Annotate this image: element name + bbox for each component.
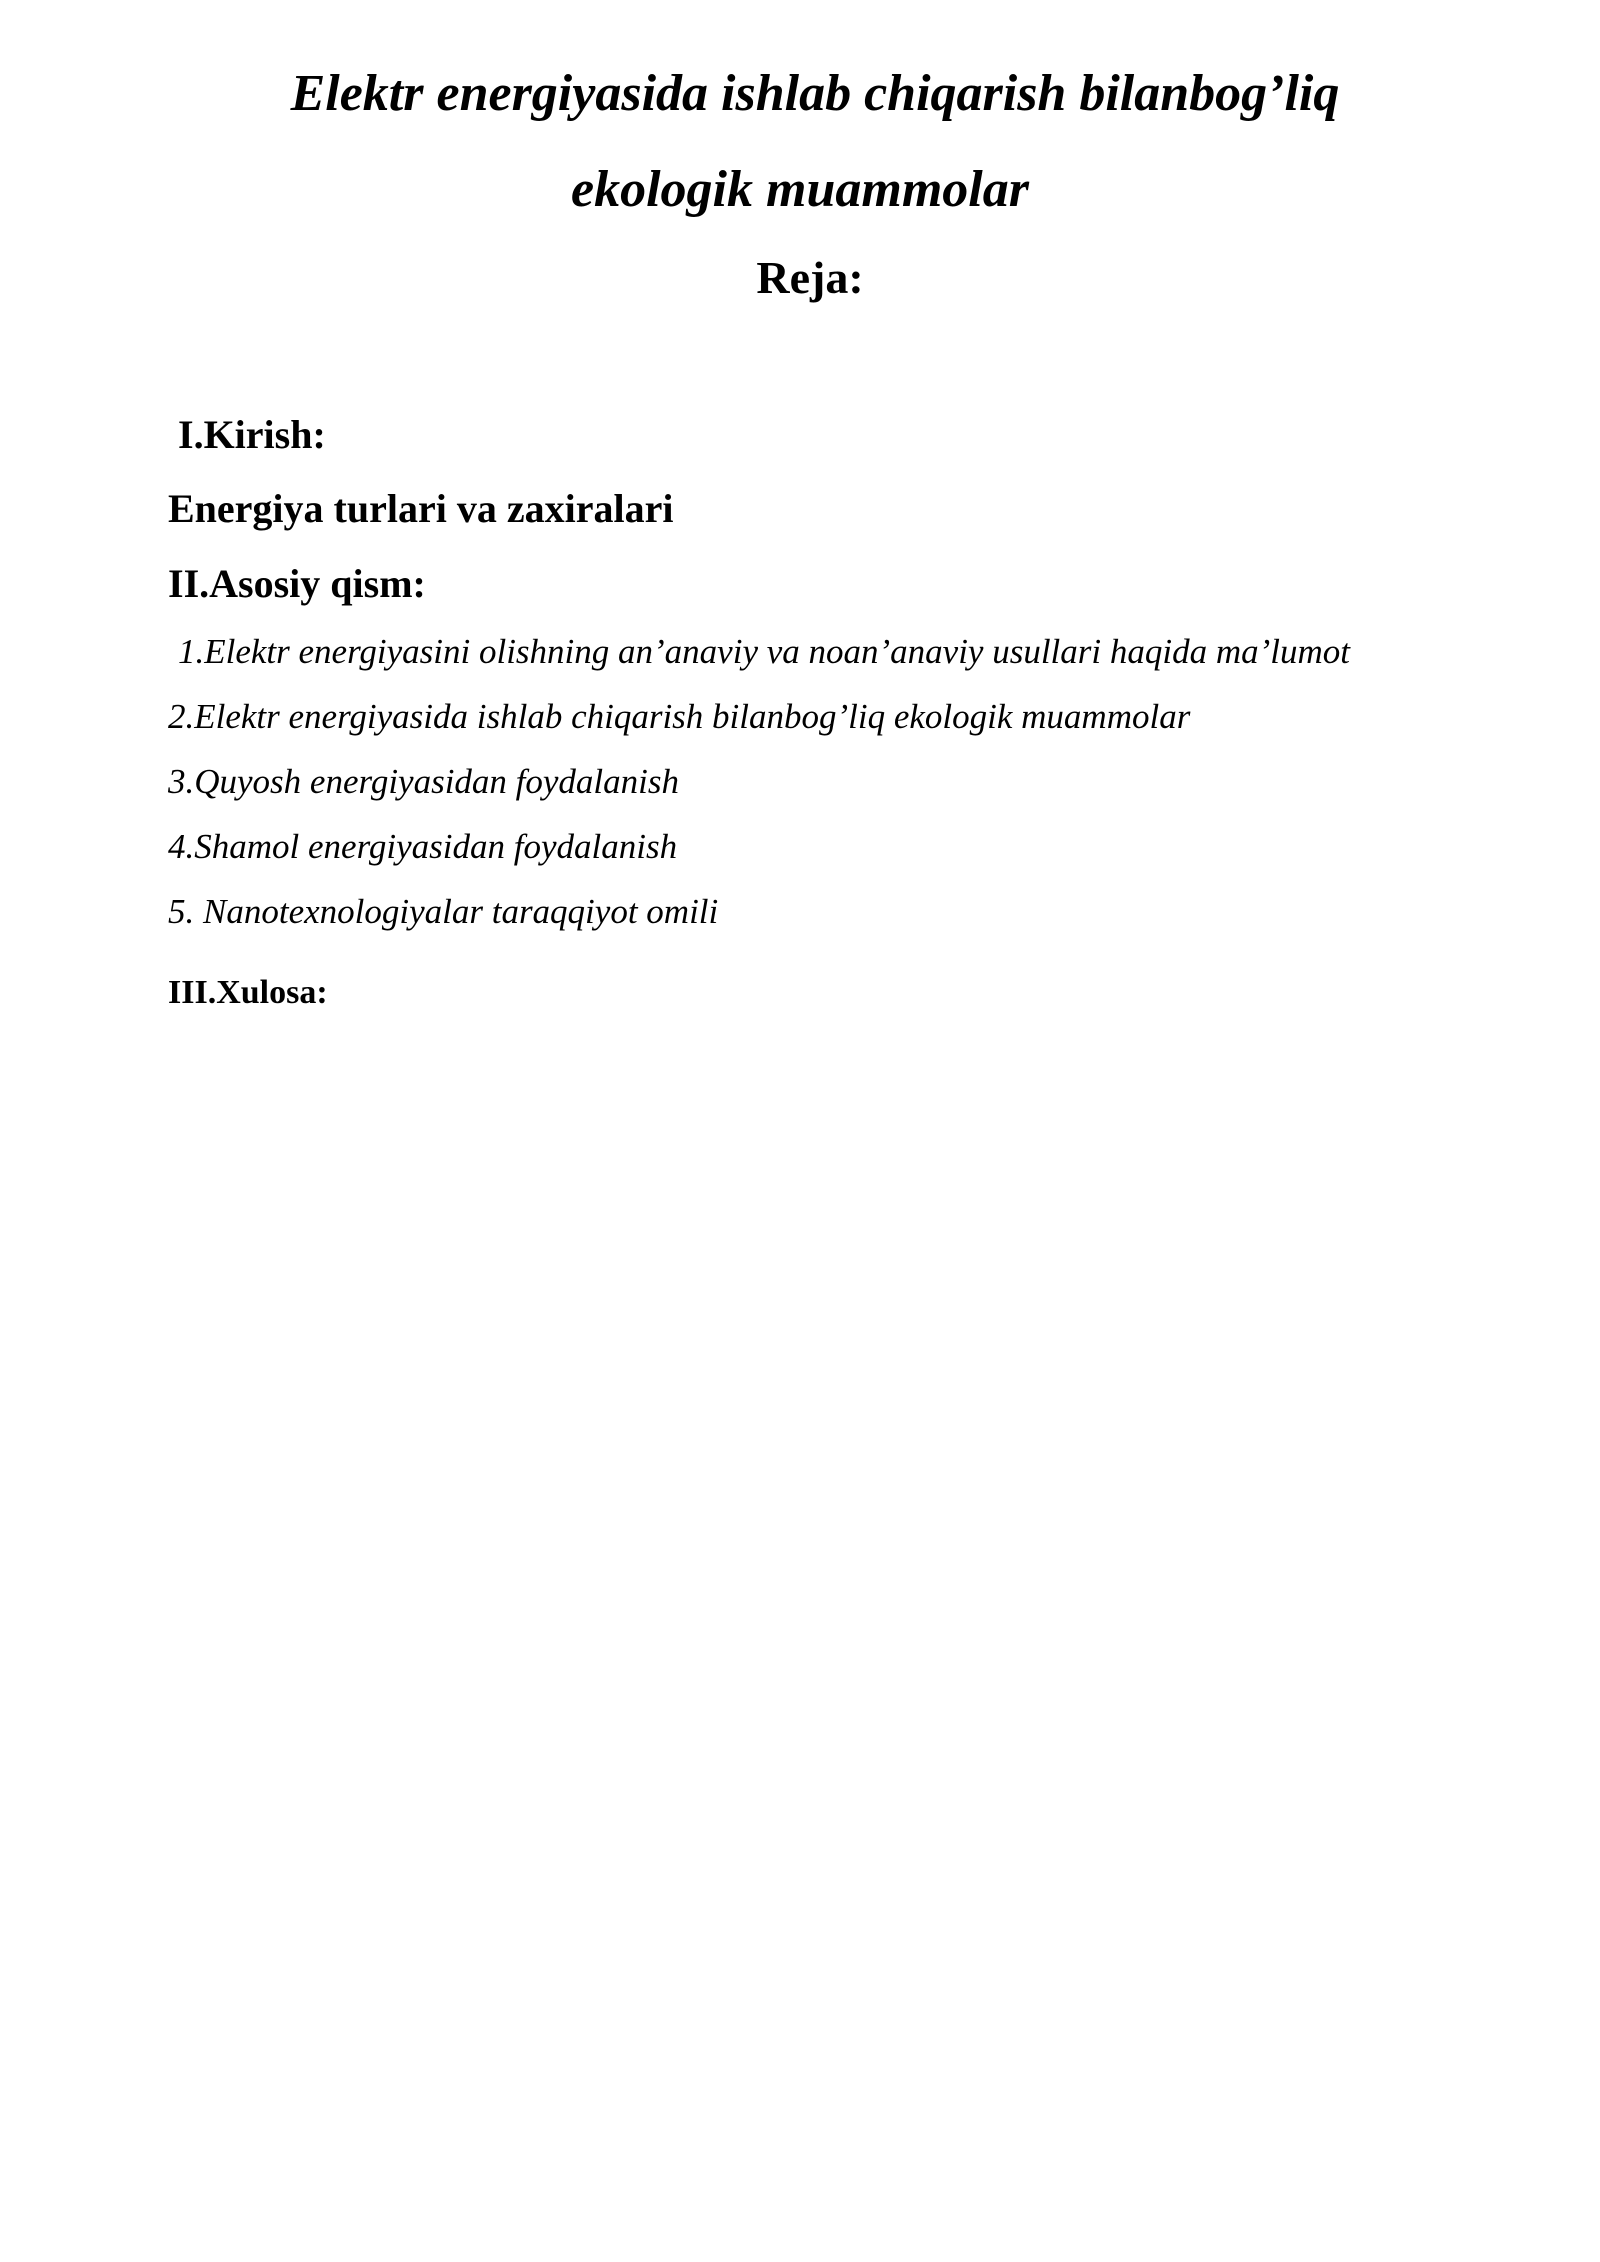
document-title-line-1: Elektr energiyasida ishlab chiqarish bilanbog’liq (290, 65, 1340, 122)
plan-heading: Reja: (756, 252, 864, 303)
plan-item-1: 1.Elektr energiyasini olishning an’anaviy va noan’anaviy usullari haqida ma’lumot (178, 632, 1351, 671)
plan-item-5: 5. Nanotexnologiyalar taraqqiyot omili (168, 892, 719, 931)
plan-item-4: 4.Shamol energiyasidan foydalanish (168, 827, 678, 866)
section-main-heading: II.Asosiy qism: (168, 561, 426, 606)
document-title-line-2: ekologik muammolar (571, 161, 1029, 218)
plan-item-3: 3.Quyosh energiyasidan foydalanish (168, 762, 680, 801)
section-intro-subheading: Energiya turlari va zaxiralari (168, 486, 674, 531)
plan-item-2: 2.Elektr energiyasida ishlab chiqarish bilanbog’liq ekologik muammolar (168, 697, 1191, 736)
section-intro-heading: I.Kirish: (178, 412, 326, 457)
section-conclusion-heading: III.Xulosa: (168, 974, 328, 1011)
